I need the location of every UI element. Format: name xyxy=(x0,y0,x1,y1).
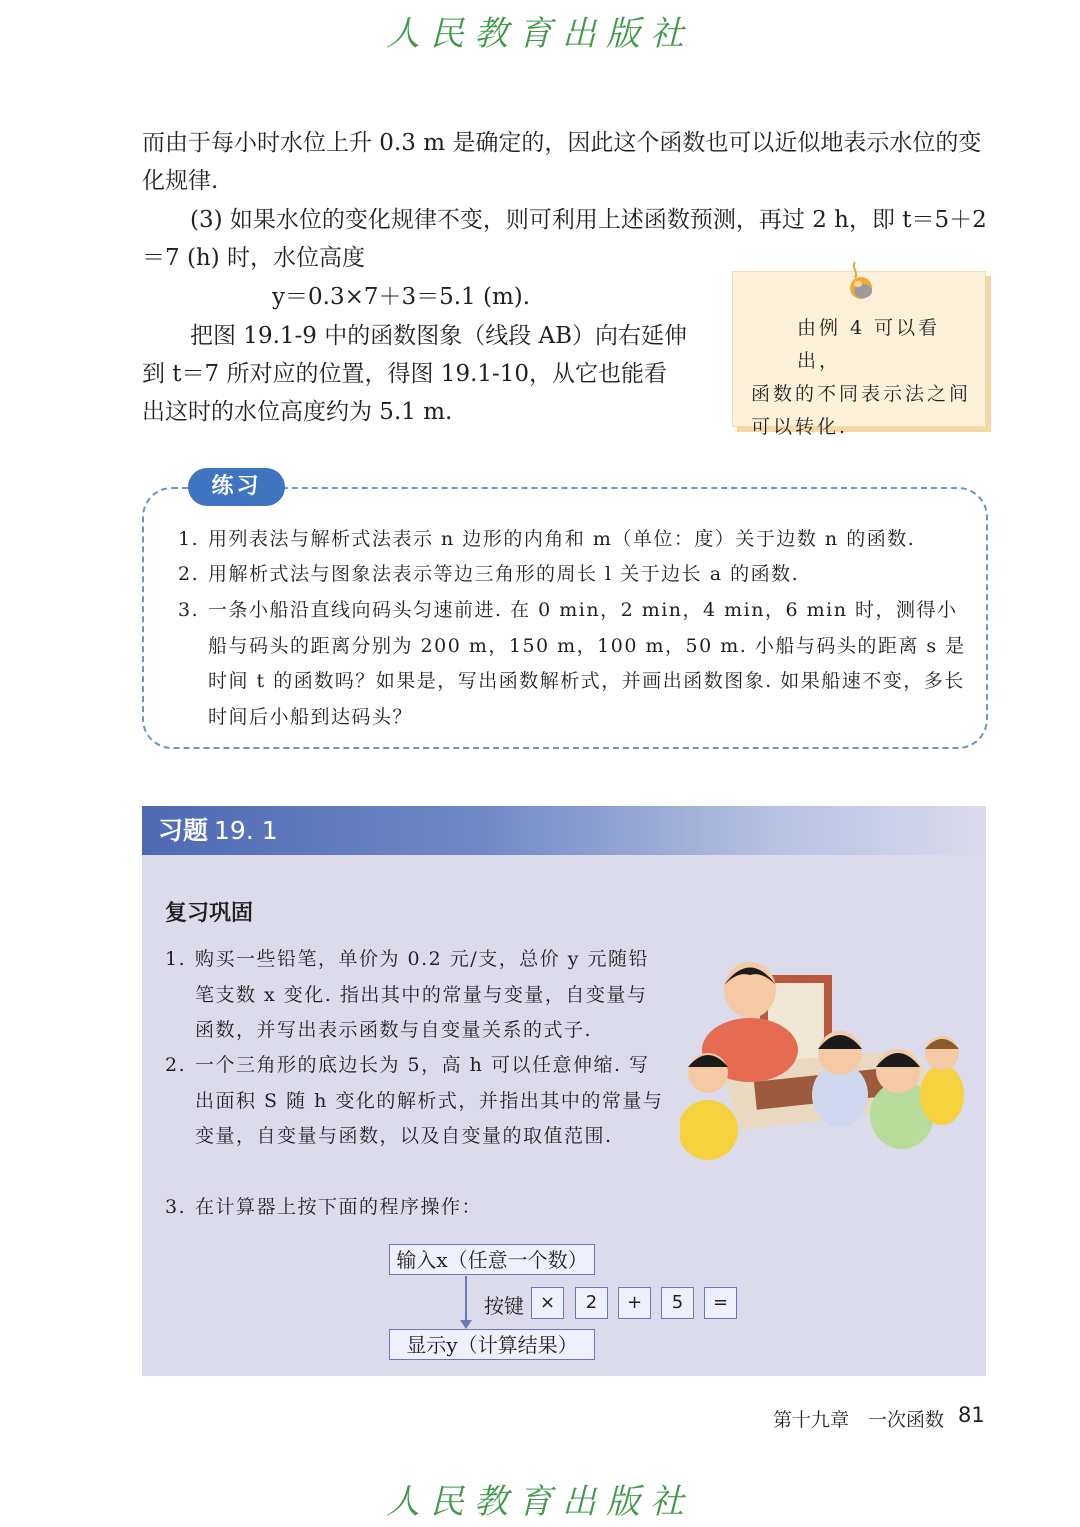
item-number: 1. xyxy=(165,948,187,970)
homework-title xyxy=(158,806,278,855)
item-text: 用列表法与解析式法表示 n 边形的内角和 m（单位：度）关于边数 n 的函数. xyxy=(208,528,916,550)
paragraph-text: (3) 如果水位的变化规律不变，则可利用上述函数预测，再过 2 h，即 t＝5＋2＝7 (h) 时，水位高度 xyxy=(142,207,987,271)
paragraph-graph-extension xyxy=(142,317,688,431)
review-heading: 复习巩固 xyxy=(165,901,254,926)
exercise-item xyxy=(178,522,968,558)
sticky-note xyxy=(732,271,986,438)
homework-item xyxy=(165,1190,665,1226)
key-five: 5 xyxy=(661,1287,694,1319)
item-number: 3. xyxy=(165,1196,187,1218)
key-multiply: × xyxy=(531,1287,564,1319)
key-plus: + xyxy=(618,1287,651,1319)
formula-line: y＝0.3×7＋3＝5.1 (m). xyxy=(272,284,531,310)
item-text: 购买一些铅笔，单价为 0.2 元/支，总价 y 元随铅笔支数 x 变化. 指出其中的常量与变量，自变量与函数，并写出表示函数与自变量关系的式子. xyxy=(195,948,650,1041)
item-number: 2. xyxy=(165,1054,187,1076)
item-text: 在计算器上按下面的程序操作： xyxy=(195,1196,483,1218)
item-number: 1. xyxy=(178,528,200,550)
paragraph-text: 而由于每小时水位上升 0.3 m 是确定的，因此这个函数也可以近似地表示水位的变化规律. xyxy=(142,130,982,194)
children-illustration xyxy=(680,955,970,1160)
note-line-2: 函数的不同表示法之间可以转化. xyxy=(751,383,972,438)
homework-number: 19. 1 xyxy=(214,816,278,845)
publisher-watermark-top: 人民教育出版社 xyxy=(386,14,694,54)
footer-chapter: 第十九章 一次函数 xyxy=(773,1409,945,1431)
paragraph-text: 把图 19.1-9 中的函数图象（线段 AB）向右延伸到 t＝7 所对应的位置，得图 19.1-10，从它也能看出这时的水位高度约为 5.1 m. xyxy=(142,323,688,425)
exercise-item xyxy=(178,557,968,593)
pushpin-icon xyxy=(841,260,881,304)
paragraph-water-level xyxy=(142,124,992,200)
homework-title-label: 习题 xyxy=(158,816,209,845)
homework-item xyxy=(165,942,665,1049)
item-text: 用解析式法与图象法表示等边三角形的周长 l 关于边长 a 的函数. xyxy=(208,563,800,585)
flowchart-output-box: 显示y（计算结果） xyxy=(389,1329,595,1360)
homework-item xyxy=(165,1048,665,1155)
flowchart-input-box: 输入x（任意一个数） xyxy=(389,1244,595,1275)
item-text: 一个三角形的底边长为 5，高 h 可以任意伸缩. 写出面积 S 随 h 变化的解析式，并指出其中的常量与变量，自变量与函数，以及自变量的取值范围. xyxy=(195,1054,664,1147)
publisher-watermark-bottom: 人民教育出版社 xyxy=(386,1482,694,1522)
note-line-1: 由例 4 可以看出， xyxy=(797,317,941,372)
flowchart-keys-label: 按键 xyxy=(484,1294,524,1318)
homework-header xyxy=(142,806,986,855)
key-equals: = xyxy=(704,1287,737,1319)
item-text: 一条小船沿直线向码头匀速前进. 在 0 min，2 min，4 min，6 min 时，测得小船与码头的距离分别为 200 m，150 m，100 m，50 m. 小船与码头的距离 s 是时间 t 的函数吗？如果是，写出函数解析式，并画出函数图象. 如果船速不变，多长时间后小船到达码头？ xyxy=(208,599,966,728)
arrow-down-icon xyxy=(460,1320,472,1329)
item-number: 2. xyxy=(178,563,200,585)
exercise-tab: 练习 xyxy=(188,468,285,506)
exercise-item xyxy=(178,593,968,735)
page-number: 81 xyxy=(958,1403,985,1427)
note-text xyxy=(751,312,975,444)
item-number: 3. xyxy=(178,599,200,621)
key-two: 2 xyxy=(575,1287,608,1319)
